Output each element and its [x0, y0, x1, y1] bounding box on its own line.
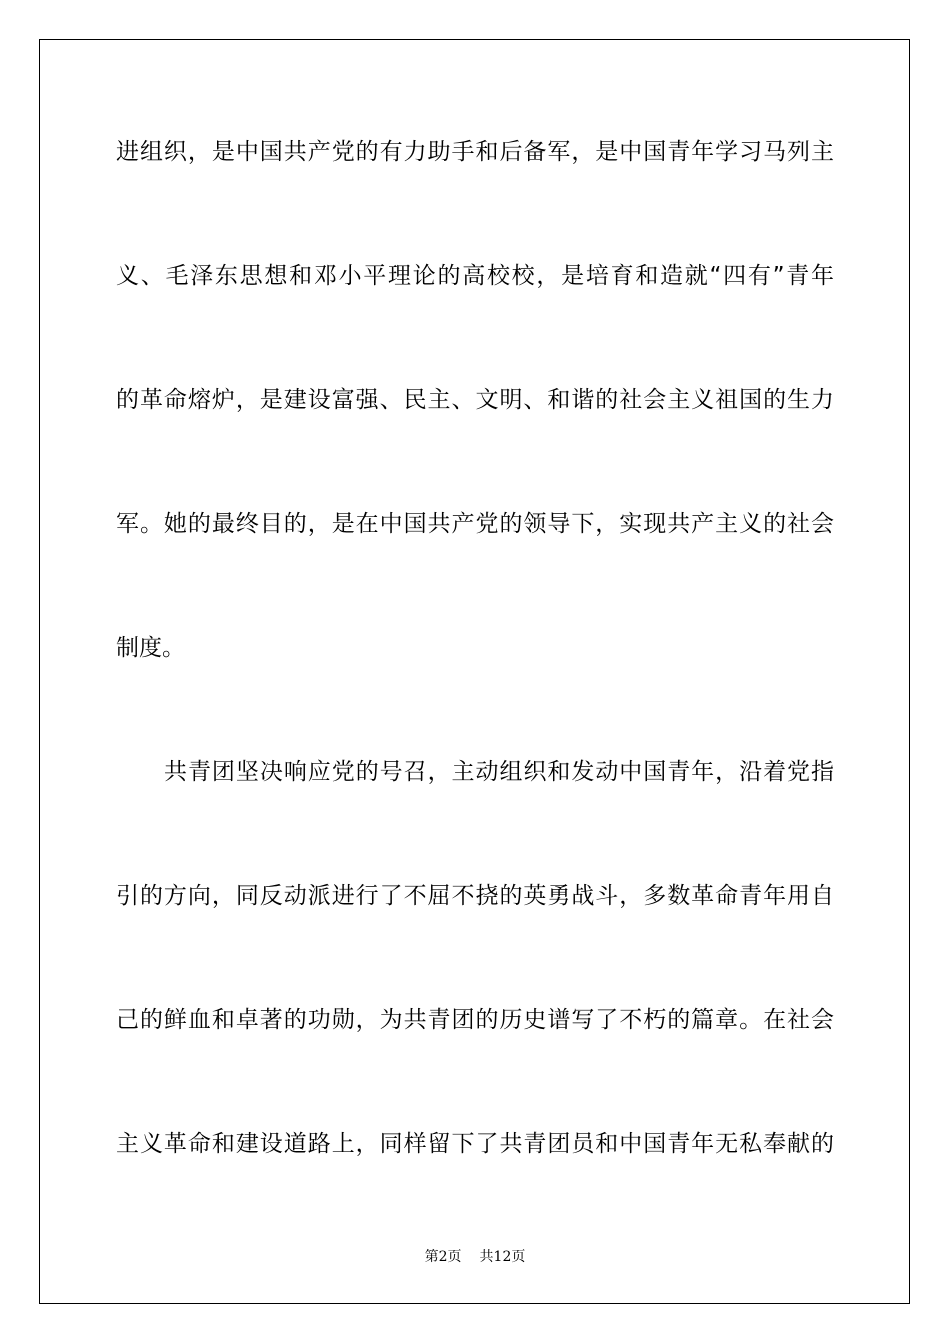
page-border [39, 39, 910, 1304]
page-footer [0, 1246, 950, 1266]
body-line-9: 主义革命和建设道路上，同样留下了共青团员和中国青年无私奉献的 [116, 1131, 834, 1157]
body-line-3: 的革命熔炉，是建设富强、民主、文明、和谐的社会主义祖国的生力 [116, 387, 834, 413]
body-line-8: 己的鲜血和卓著的功勋，为共青团的历史谱写了不朽的篇章。在社会 [116, 1007, 834, 1033]
body-line-4: 军。她的最终目的，是在中国共产党的领导下，实现共产主义的社会 [116, 511, 834, 537]
page-number: 第2页 [424, 1249, 462, 1265]
body-line-2: 义、毛泽东思想和邓小平理论的高校校，是培育和造就“四有”青年 [116, 263, 834, 289]
body-line-5: 制度。 [116, 635, 185, 661]
page-total: 共12页 [479, 1249, 526, 1265]
body-line-6: 共青团坚决响应党的号召，主动组织和发动中国青年，沿着党指 [164, 759, 834, 785]
body-line-7: 引的方向，同反动派进行了不屈不挠的英勇战斗，多数革命青年用自 [116, 883, 834, 909]
body-line-1: 进组织，是中国共产党的有力助手和后备军，是中国青年学习马列主 [116, 139, 834, 165]
